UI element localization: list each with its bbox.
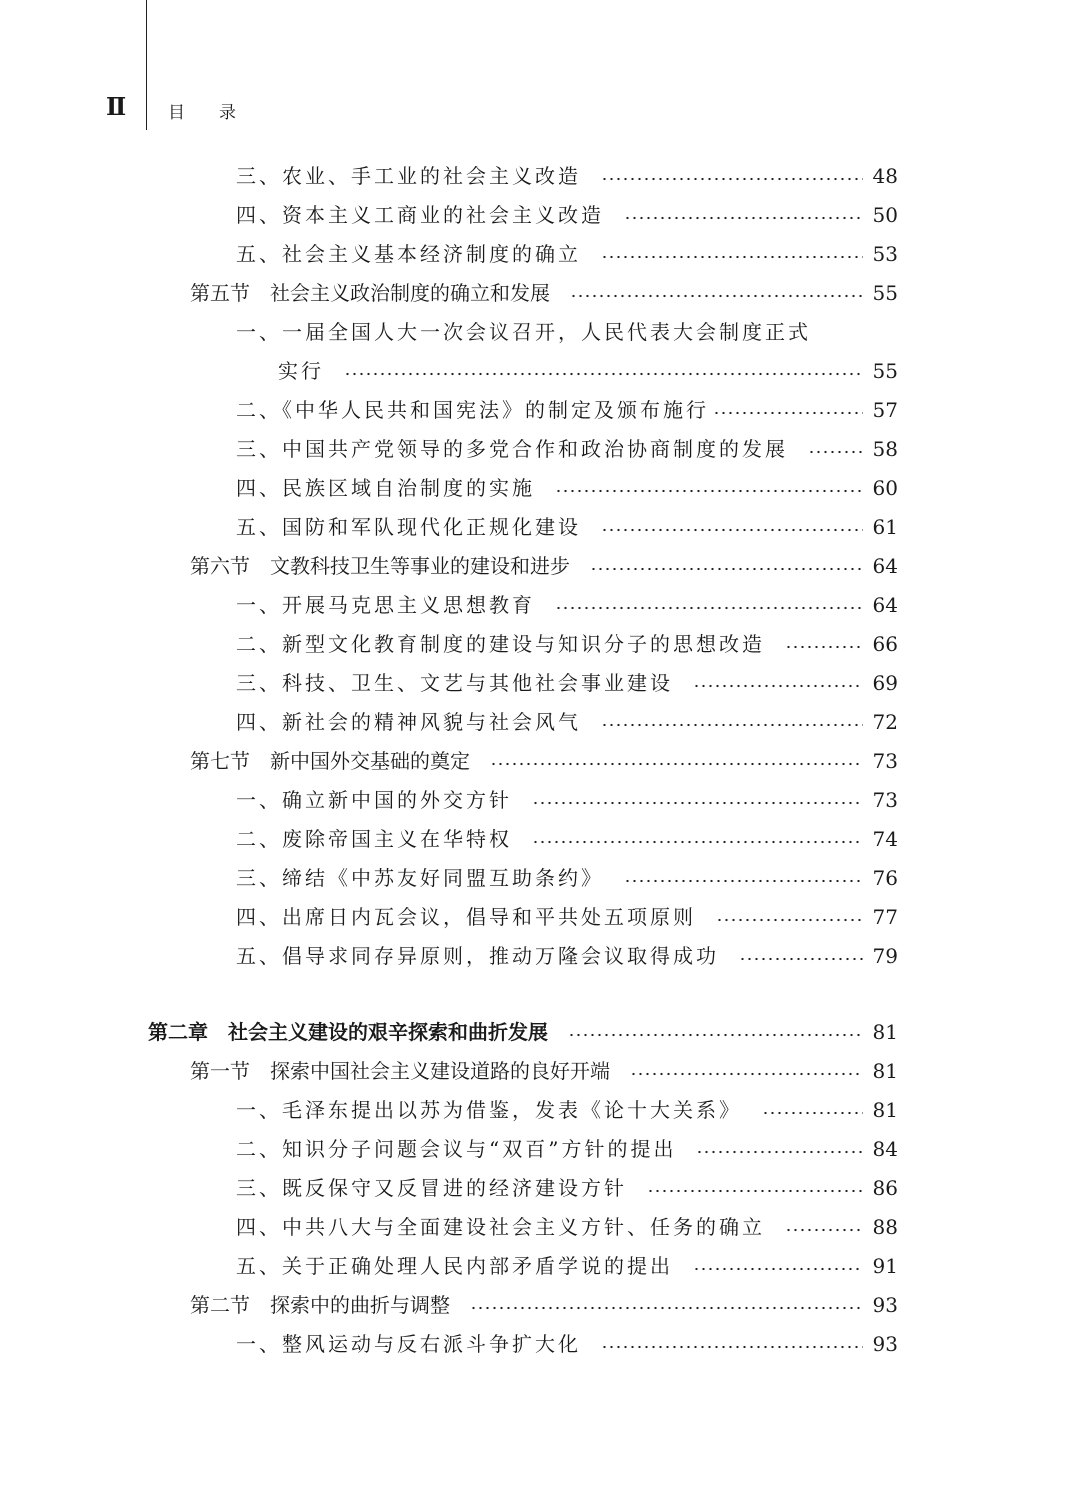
toc-section-entry[interactable] — [190, 1293, 898, 1317]
toc-entry-title: 第五节 社会主义政治制度的确立和发展 — [190, 281, 550, 305]
toc-entry-page: 74 — [872, 827, 898, 851]
toc-entry-title: 四、中共八大与全面建设社会主义方针、任务的确立 — [236, 1215, 765, 1239]
toc-section-entry[interactable] — [190, 1059, 898, 1083]
toc-entry-page: 55 — [872, 359, 898, 383]
dot-leader — [555, 489, 863, 493]
toc-entry[interactable] — [236, 398, 898, 422]
toc-entry-title: 一、开展马克思主义思想教育 — [236, 593, 535, 617]
toc-entry[interactable] — [236, 593, 898, 617]
toc-entry-page: 61 — [872, 515, 898, 539]
toc-entry-page: 86 — [872, 1176, 898, 1200]
toc-entry[interactable] — [236, 242, 898, 266]
toc-entry-page: 55 — [872, 281, 898, 305]
toc-entry-first-line[interactable] — [236, 320, 811, 344]
toc-entry-page: 81 — [872, 1098, 898, 1122]
toc-entry-title: 第六节 文教科技卫生等事业的建设和进步 — [190, 554, 570, 578]
toc-entry-title: 实行 — [278, 359, 324, 383]
toc-entry[interactable] — [236, 1332, 898, 1356]
dot-leader — [555, 606, 863, 610]
dot-leader — [568, 1033, 863, 1037]
toc-entry-title: 第一节 探索中国社会主义建设道路的良好开端 — [190, 1059, 610, 1083]
toc-entry[interactable] — [236, 1176, 898, 1200]
toc-entry-page: 60 — [872, 476, 898, 500]
toc-entry-title: 三、缔结《中苏友好同盟互助条约》 — [236, 866, 604, 890]
toc-entry-title: 一、整风运动与反右派斗争扩大化 — [236, 1332, 581, 1356]
toc-entry-page: 58 — [872, 437, 898, 461]
dot-leader — [601, 177, 863, 181]
toc-entry-page: 79 — [872, 944, 898, 968]
toc-entry-title: 五、社会主义基本经济制度的确立 — [236, 242, 581, 266]
toc-entry[interactable] — [236, 1254, 898, 1278]
dot-leader — [630, 1072, 863, 1076]
dot-leader — [590, 567, 863, 571]
toc-entry-page: 72 — [872, 710, 898, 734]
dot-leader — [601, 723, 863, 727]
dot-leader — [570, 294, 863, 298]
toc-entry-title: 一、毛泽东提出以苏为借鉴，发表《论十大关系》 — [236, 1098, 742, 1122]
toc-entry[interactable] — [236, 710, 898, 734]
toc-entry-page: 88 — [872, 1215, 898, 1239]
toc-entry-page: 64 — [872, 554, 898, 578]
toc-entry-title: 第二节 探索中的曲折与调整 — [190, 1293, 450, 1317]
toc-entry-title: 二、《中华人民共和国宪法》的制定及颁布施行 — [236, 398, 709, 422]
running-title: 目录 — [168, 103, 270, 123]
toc-entry-page: 50 — [872, 203, 898, 227]
dot-leader — [713, 411, 863, 415]
toc-entry-title: 一、确立新中国的外交方针 — [236, 788, 512, 812]
toc-entry-page: 66 — [872, 632, 898, 656]
toc-section-entry[interactable] — [190, 281, 898, 305]
dot-leader — [785, 645, 863, 649]
dot-leader — [693, 684, 863, 688]
toc-entry-page: 93 — [872, 1332, 898, 1356]
toc-entry[interactable] — [236, 1137, 898, 1161]
toc-section-entry[interactable] — [190, 554, 898, 578]
toc-entry-page: 48 — [872, 164, 898, 188]
dot-leader — [785, 1228, 863, 1232]
dot-leader — [624, 216, 863, 220]
dot-leader — [762, 1111, 863, 1115]
toc-entry[interactable] — [236, 866, 898, 890]
toc-entry-title: 四、新社会的精神风貌与社会风气 — [236, 710, 581, 734]
toc-entry-page: 81 — [872, 1059, 898, 1083]
toc-entry-page: 53 — [872, 242, 898, 266]
toc-entry-page: 73 — [872, 749, 898, 773]
dot-leader — [344, 372, 863, 376]
dot-leader — [490, 762, 863, 766]
toc-entry[interactable] — [236, 671, 898, 695]
toc-entry[interactable] — [236, 827, 898, 851]
dot-leader — [696, 1150, 862, 1154]
toc-section-entry[interactable] — [190, 749, 898, 773]
header-vertical-rule — [146, 0, 147, 130]
toc-entry-continuation[interactable] — [278, 359, 898, 383]
toc-chapter-entry[interactable] — [148, 1020, 898, 1044]
toc-entry-title: 二、知识分子问题会议与“双百”方针的提出 — [236, 1137, 677, 1161]
toc-entry-title: 四、民族区域自治制度的实施 — [236, 476, 535, 500]
toc-entry-page: 64 — [872, 593, 898, 617]
toc-entry-title: 五、关于正确处理人民内部矛盾学说的提出 — [236, 1254, 673, 1278]
toc-entry-title: 四、出席日内瓦会议，倡导和平共处五项原则 — [236, 905, 696, 929]
toc-entry-title: 二、废除帝国主义在华特权 — [236, 827, 512, 851]
dot-leader — [470, 1306, 863, 1310]
toc-entry-page: 91 — [872, 1254, 898, 1278]
toc-entry[interactable] — [236, 1215, 898, 1239]
dot-leader — [532, 801, 863, 805]
toc-entry[interactable] — [236, 203, 898, 227]
toc-entry-title: 三、农业、手工业的社会主义改造 — [236, 164, 581, 188]
toc-entry[interactable] — [236, 437, 898, 461]
dot-leader — [601, 1345, 863, 1349]
toc-entry[interactable] — [236, 632, 898, 656]
toc-entry[interactable] — [236, 515, 898, 539]
dot-leader — [647, 1189, 863, 1193]
toc-entry-title: 二、新型文化教育制度的建设与知识分子的思想改造 — [236, 632, 765, 656]
toc-entry-title: 一、一届全国人大一次会议召开，人民代表大会制度正式 — [236, 320, 811, 344]
toc-entry-page: 81 — [872, 1020, 898, 1044]
dot-leader — [693, 1267, 863, 1271]
dot-leader — [739, 957, 863, 961]
toc-entry-page: 57 — [872, 398, 898, 422]
toc-entry[interactable] — [236, 476, 898, 500]
dot-leader — [532, 840, 863, 844]
dot-leader — [808, 450, 863, 454]
toc-entry-title: 四、资本主义工商业的社会主义改造 — [236, 203, 604, 227]
toc-entry[interactable] — [236, 905, 898, 929]
toc-entry[interactable] — [236, 788, 898, 812]
toc-entry-page: 73 — [872, 788, 898, 812]
toc-entry[interactable] — [236, 944, 898, 968]
toc-entry-title: 三、中国共产党领导的多党合作和政治协商制度的发展 — [236, 437, 788, 461]
toc-entry[interactable] — [236, 1098, 898, 1122]
page-number: Ⅱ — [106, 92, 128, 121]
toc-entry-title: 五、倡导求同存异原则，推动万隆会议取得成功 — [236, 944, 719, 968]
toc-entry-page: 76 — [872, 866, 898, 890]
toc-entry-page: 69 — [872, 671, 898, 695]
toc-entry[interactable] — [236, 164, 898, 188]
toc-entry-title: 五、国防和军队现代化正规化建设 — [236, 515, 581, 539]
toc-entry-title: 三、科技、卫生、文艺与其他社会事业建设 — [236, 671, 673, 695]
dot-leader — [716, 918, 863, 922]
toc-entry-page: 77 — [872, 905, 898, 929]
toc-entry-title: 第七节 新中国外交基础的奠定 — [190, 749, 470, 773]
toc-entry-title: 三、既反保守又反冒进的经济建设方针 — [236, 1176, 627, 1200]
dot-leader — [601, 528, 863, 532]
dot-leader — [601, 255, 863, 259]
toc-entry-page: 84 — [872, 1137, 898, 1161]
dot-leader — [624, 879, 863, 883]
toc-entry-page: 93 — [872, 1293, 898, 1317]
toc-entry-title: 第二章 社会主义建设的艰辛探索和曲折发展 — [148, 1020, 548, 1044]
